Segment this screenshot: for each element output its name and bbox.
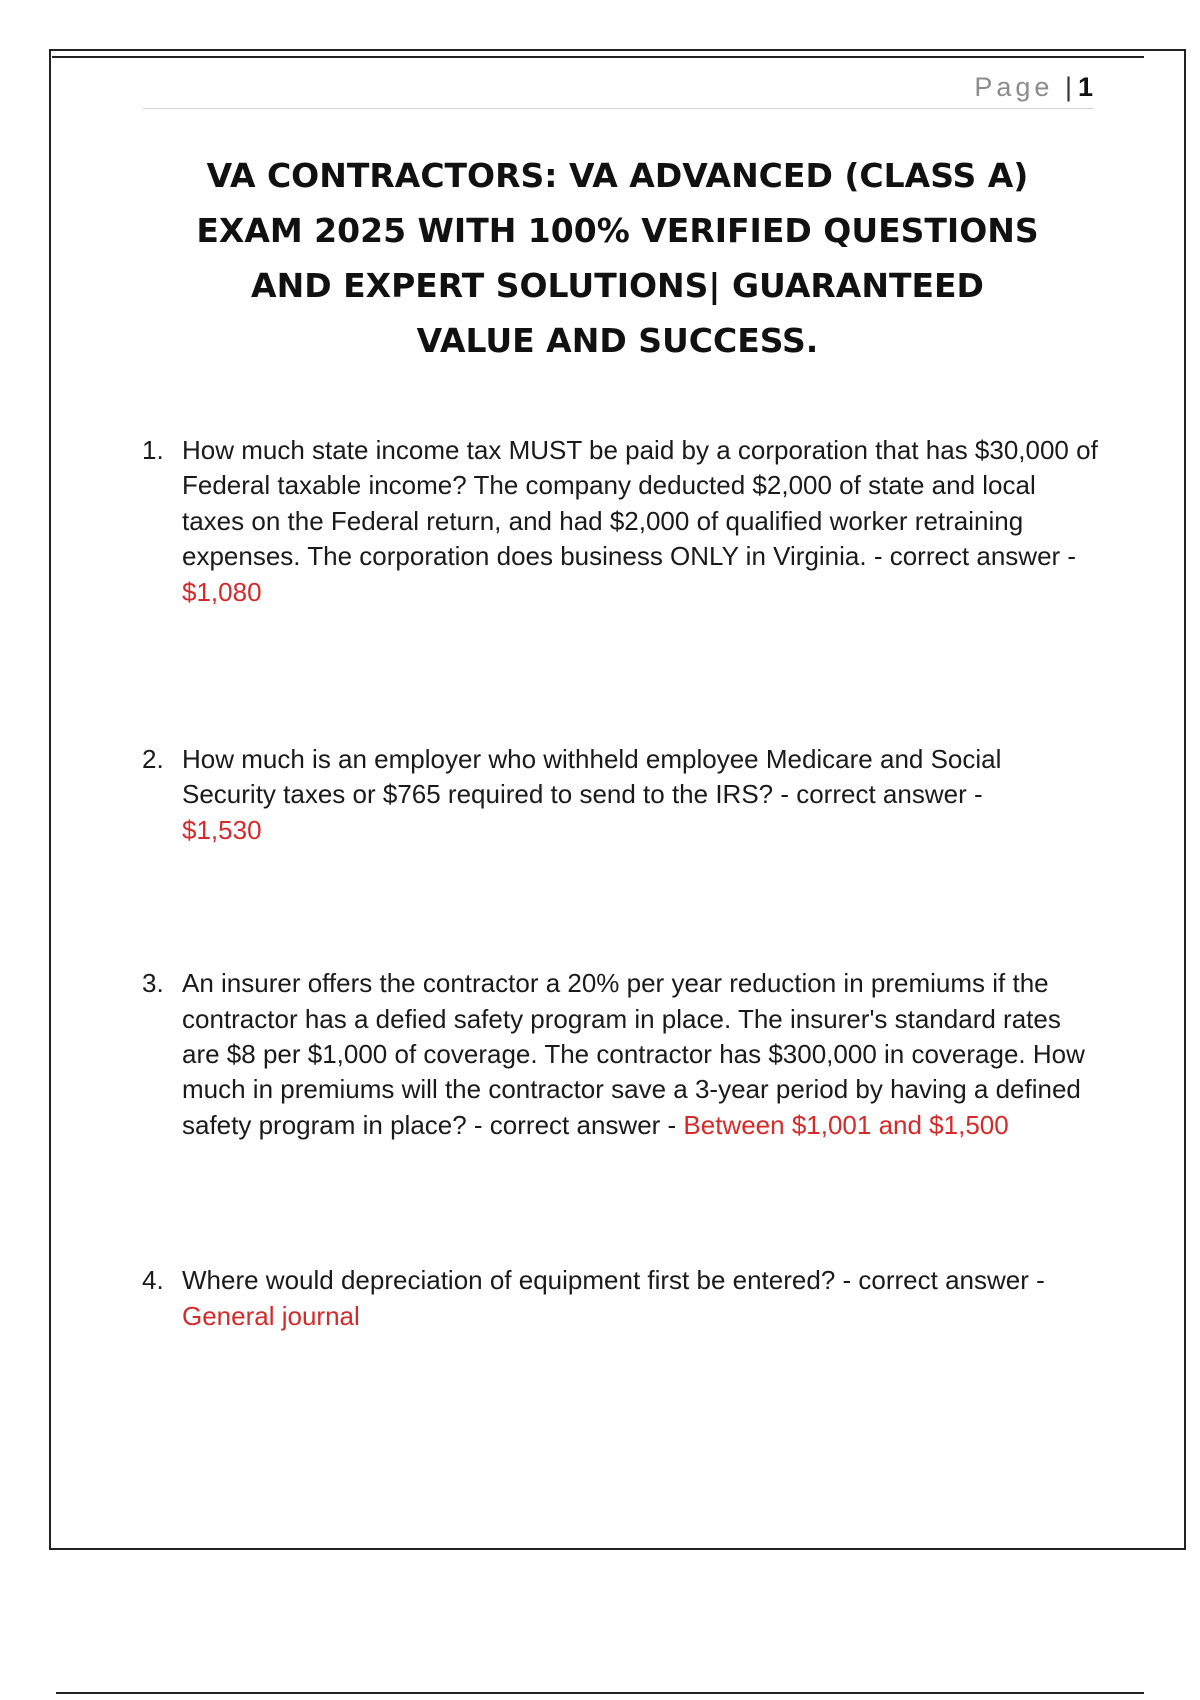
title-line: AND EXPERT SOLUTIONS| GUARANTEED <box>251 266 984 305</box>
top-divider <box>52 56 1144 58</box>
page-separator: | <box>1064 72 1072 102</box>
question-number: 1. <box>142 435 164 465</box>
page-number: 1 <box>1077 72 1093 102</box>
question-number: 4. <box>142 1265 164 1296</box>
correct-answer: $1,080 <box>182 576 262 607</box>
title-line: VA CONTRACTORS: VA ADVANCED (CLASS A) <box>206 156 1029 195</box>
question-list <box>142 433 1102 1334</box>
correct-answer: Between $1,001 and $1,500 <box>683 1109 1009 1140</box>
question-item <box>142 1263 1102 1334</box>
question-item <box>142 966 1102 1143</box>
question-text: An insurer offers the contractor a 20% per year reduction in premiums if the contractor has a defied safety program in place. The insurer's standard rates are $8 per $1,000 of coverage. The contractor has $300,000 in coverage. How much in premiums will the contractor save a 3-year period by having a defined safety program in place? - correct answer - <box>182 968 1085 1140</box>
page-number-label <box>974 72 1093 103</box>
question-item <box>142 433 1102 610</box>
question-number: 3. <box>142 968 164 999</box>
title-line: VALUE AND SUCCESS. <box>416 321 819 360</box>
page-label: Page <box>974 72 1054 102</box>
bottom-divider <box>56 1692 1144 1694</box>
correct-answer: General journal <box>182 1300 360 1331</box>
question-text: How much state income tax MUST be paid by a corporation that has $30,000 of Federal taxable income? The company deducted $2,000 of state and local taxes on the Federal return, and had $2,000 of qualified worker retraining expenses. The corporation does business ONLY in Virginia. - correct answer - <box>182 435 1098 572</box>
correct-answer: $1,530 <box>182 814 262 845</box>
question-number: 2. <box>142 744 164 775</box>
question-text: How much is an employer who withheld employee Medicare and Social Security taxes or $765 required to send to the IRS? - correct answer - <box>182 744 1002 810</box>
document-title <box>100 148 1135 368</box>
question-text: Where would depreciation of equipment first be entered? - correct answer - <box>182 1265 1045 1296</box>
title-line: EXAM 2025 WITH 100% VERIFIED QUESTIONS <box>196 211 1039 250</box>
page-header <box>143 72 1093 109</box>
question-item <box>142 742 1102 848</box>
